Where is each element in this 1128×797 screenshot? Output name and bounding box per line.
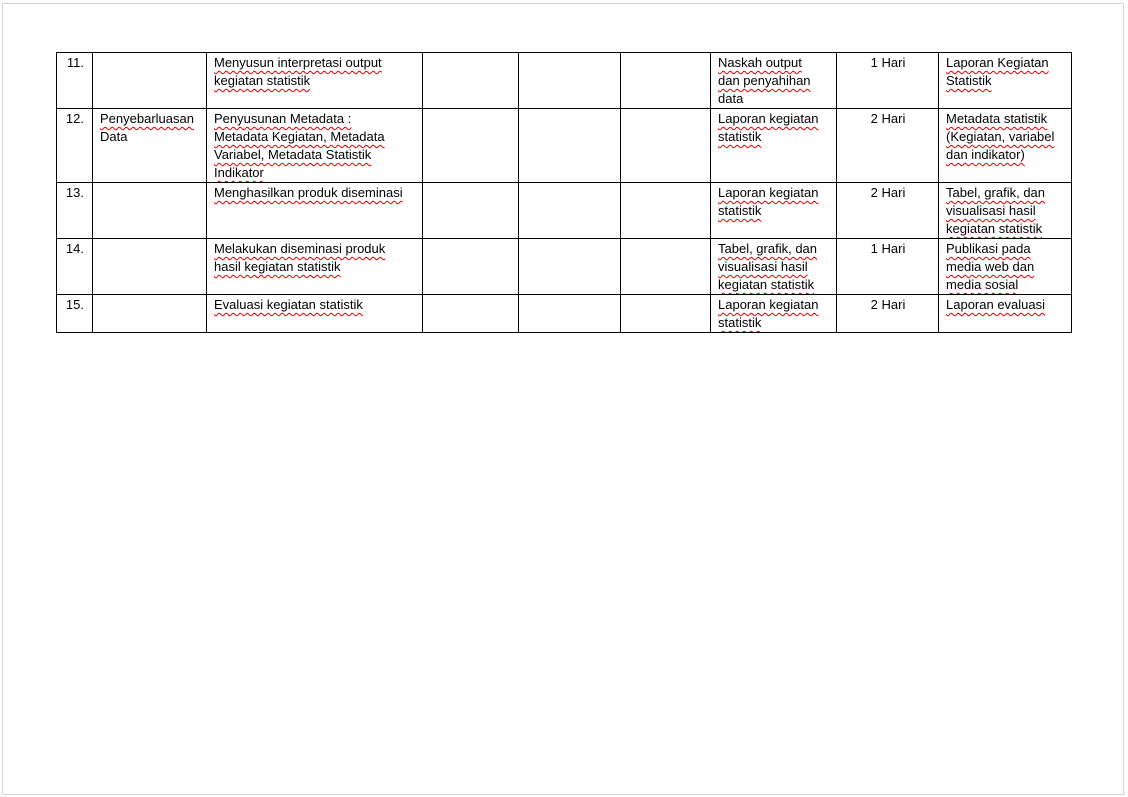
empty-cell: [423, 109, 519, 183]
output-cell: Publikasi pada media web dan media sosial: [939, 239, 1072, 295]
table-row: [57, 109, 1072, 183]
stage-cell: Penyebarluasan Data: [93, 109, 207, 183]
input-cell: Laporan kegiatan statistik: [711, 295, 837, 333]
duration-cell: 1 Hari: [837, 239, 939, 295]
row-number-cell: 12.: [57, 109, 93, 183]
table-row: [57, 183, 1072, 239]
activity-cell: Evaluasi kegiatan statistik: [207, 295, 423, 333]
empty-cell: [621, 239, 711, 295]
activity-cell: Melakukan diseminasi produk hasil kegiatan statistik: [207, 239, 423, 295]
stage-cell: [93, 295, 207, 333]
row-number-cell: 13.: [57, 183, 93, 239]
output-cell: Laporan Kegiatan Statistik: [939, 53, 1072, 109]
empty-cell: [423, 183, 519, 239]
stage-cell: [93, 53, 207, 109]
row-number-cell: 11.: [57, 53, 93, 109]
stage-cell: [93, 183, 207, 239]
empty-cell: [519, 109, 621, 183]
empty-cell: [423, 295, 519, 333]
empty-cell: [621, 109, 711, 183]
input-cell: Laporan kegiatan statistik: [711, 183, 837, 239]
output-cell: Tabel, grafik, dan visualisasi hasil kegiatan statistik: [939, 183, 1072, 239]
output-cell: Laporan evaluasi: [939, 295, 1072, 333]
input-cell: Naskah output dan penyahihan data: [711, 53, 837, 109]
empty-cell: [621, 53, 711, 109]
empty-cell: [621, 295, 711, 333]
activity-cell: Penyusunan Metadata : Metadata Kegiatan, Metadata Variabel, Metadata Statistik Indikator: [207, 109, 423, 183]
row-number-cell: 14.: [57, 239, 93, 295]
activity-cell: Menyusun interpretasi output kegiatan statistik: [207, 53, 423, 109]
row-number-cell: 15.: [57, 295, 93, 333]
input-cell: Laporan kegiatan statistik: [711, 109, 837, 183]
duration-cell: 2 Hari: [837, 183, 939, 239]
empty-cell: [519, 53, 621, 109]
empty-cell: [519, 183, 621, 239]
table-row: [57, 53, 1072, 109]
empty-cell: [621, 183, 711, 239]
duration-cell: 1 Hari: [837, 53, 939, 109]
duration-cell: 2 Hari: [837, 109, 939, 183]
table-row: [57, 239, 1072, 295]
input-cell: Tabel, grafik, dan visualisasi hasil kegiatan statistik: [711, 239, 837, 295]
stage-cell: [93, 239, 207, 295]
empty-cell: [519, 239, 621, 295]
activity-schedule-table: [56, 52, 1072, 333]
empty-cell: [519, 295, 621, 333]
table-row: [57, 295, 1072, 333]
empty-cell: [423, 53, 519, 109]
document-page: [2, 3, 1124, 795]
activity-cell: Menghasilkan produk diseminasi: [207, 183, 423, 239]
empty-cell: [423, 239, 519, 295]
output-cell: Metadata statistik (Kegiatan, variabel dan indikator): [939, 109, 1072, 183]
duration-cell: 2 Hari: [837, 295, 939, 333]
